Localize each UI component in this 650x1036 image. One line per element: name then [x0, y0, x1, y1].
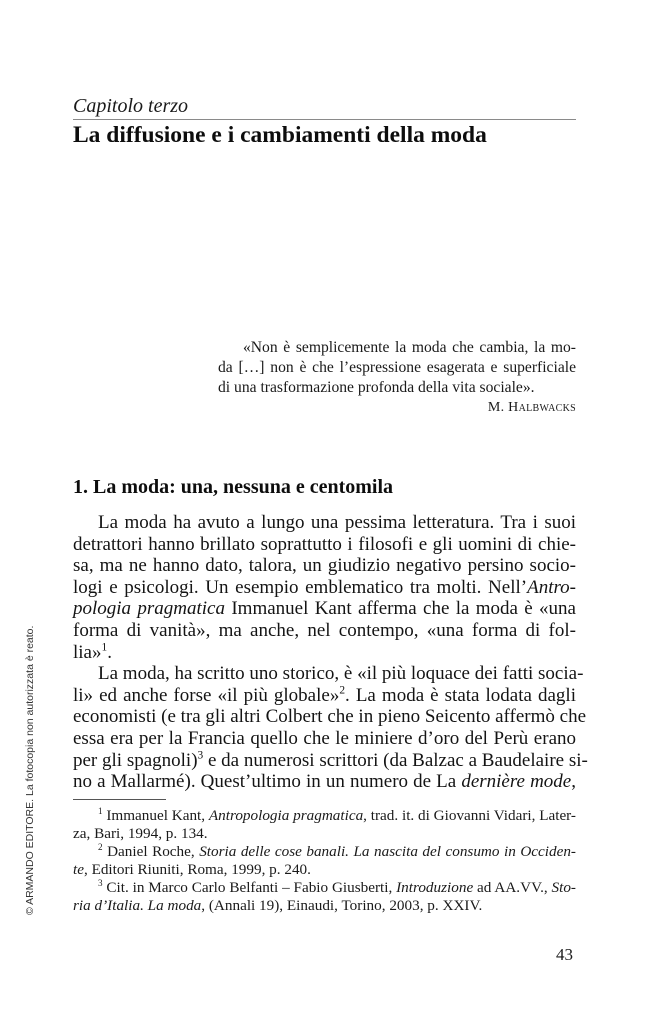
epigraph-attribution: M. Halbwacks [487, 400, 576, 415]
footnote-line: $^3$ Cit. in Marco Carlo Belfanti – Fabio Giusberti, Introduzione ad AA.VV., Sto- [98, 877, 576, 896]
italic-text: pologia pragmatica [73, 598, 225, 620]
body-line: li» ed anche forse «il più globale»$^2$. La moda è stata lodata dagli [73, 684, 576, 706]
body-line: pologia pragmatica Immanuel Kant afferma che la moda è «una [73, 598, 576, 620]
note-reference: 2 [339, 684, 346, 697]
italic-text: Sto- [551, 879, 576, 896]
body-line: economisti (e tra gli altri Colbert che in pieno Seicento affermò che [73, 706, 586, 728]
footnote-line: $^2$ Daniel Roche, Storia delle cose banali. La nascita del consumo in Occiden- [98, 841, 576, 860]
footnote-line: za, Bari, 1994, p. 134. [73, 825, 208, 842]
footnotes [73, 807, 576, 915]
note-reference: 2 [98, 841, 103, 852]
body-line: lia»$^1$. [73, 641, 112, 663]
epigraph [218, 338, 576, 418]
note-reference: 3 [98, 877, 103, 888]
italic-text: Introduzione [396, 879, 474, 896]
copyright-notice: © ARMANDO EDITORE. La fotocopia non autorizzata è reato. [24, 625, 36, 915]
italic-text: Antro- [527, 576, 576, 598]
italic-text: ria d’Italia. La moda [73, 897, 202, 914]
body-line: per gli spagnoli)$^3$ e da numerosi scrittori (da Balzac a Baudelaire si- [73, 749, 588, 771]
section-heading: 1. La moda: una, nessuna e centomila [73, 476, 394, 498]
epigraph-line: da […] non è che l’espressione esagerata e superficiale [218, 359, 576, 376]
note-reference: 1 [101, 641, 108, 654]
body-line: La moda, ha scritto uno storico, è «il più loquace dei fatti socia- [98, 663, 584, 685]
note-reference: 3 [197, 749, 204, 762]
body-line: sa, ma ne hanno dato, talora, un giudizio negativo persino socio- [73, 555, 576, 577]
body-line: no a Mallarmé). Quest’ultimo in un numero de La dernière mode, [73, 771, 576, 793]
chapter-title: La diffusione e i cambiamenti della moda [73, 122, 487, 148]
italic-text: Antropologia pragmatica [208, 807, 364, 824]
chapter-label: Capitolo terzo [73, 95, 189, 117]
page-number: 43 [556, 945, 573, 964]
body-line: detrattori hanno brillato soprattutto i filosofi e gli uomini di chie- [73, 533, 576, 555]
footnote-rule-divider [73, 799, 166, 800]
epigraph-line: di una trasformazione profonda della vita sociale». [218, 379, 535, 396]
note-reference: 1 [98, 805, 103, 816]
italic-text: te [73, 861, 84, 878]
epigraph-line: «Non è semplicemente la moda che cambia, la mo- [243, 339, 576, 356]
body-line: forma di vanità», ma anche, nel contempo, «una forma di fol- [73, 619, 576, 641]
footnote-line: te, Editori Riuniti, Roma, 1999, p. 240. [73, 861, 311, 878]
body-text [73, 512, 588, 793]
body-line: La moda ha avuto a lungo una pessima letteratura. Tra i suoi [98, 512, 576, 533]
chapter-rule-divider [73, 119, 576, 120]
italic-text: Storia delle cose banali. La nascita del consumo in Occiden- [199, 843, 576, 860]
italic-text: dernière mode [461, 771, 572, 793]
footnote-line: $^1$ Immanuel Kant, Antropologia pragmatica, trad. it. di Giovanni Vidari, Later- [98, 805, 576, 824]
body-line: logi e psicologi. Un esempio emblematico tra molti. Nell’Antro- [73, 576, 576, 598]
body-line: essa era per la Francia quello che le miniere d’oro del Perù erano [73, 727, 576, 749]
footnote-line: ria d’Italia. La moda, (Annali 19), Einaudi, Torino, 2003, p. XXIV. [73, 897, 483, 914]
